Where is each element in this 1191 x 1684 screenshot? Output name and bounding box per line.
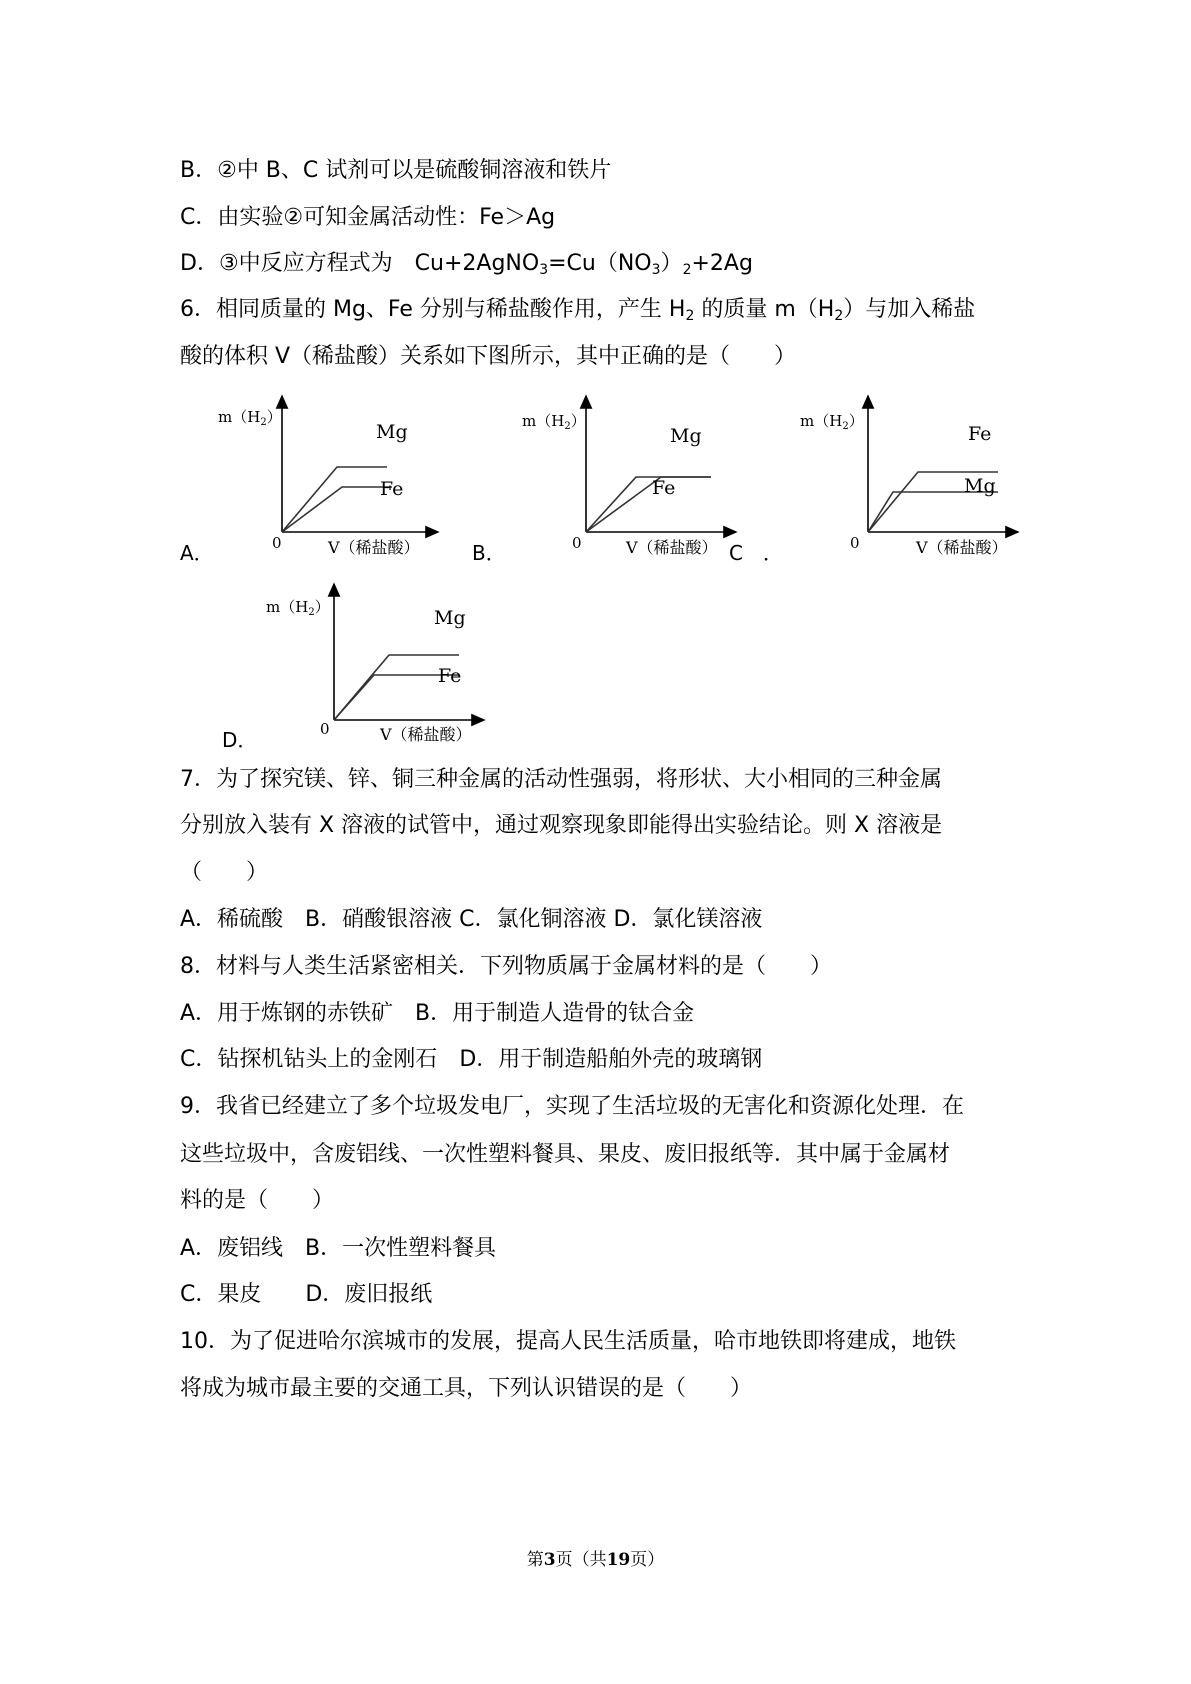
graph-option-d-label: D． — [222, 728, 258, 752]
question-10-line-1: 10．为了促进哈尔滨城市的发展，提高人民生活质量，哈市地铁即将建成，地铁 — [180, 1329, 956, 1354]
x-axis-label: V（稀盐酸） — [328, 538, 420, 557]
question-9-options-ab: A．废铝线 B．一次性塑料餐具 — [180, 1236, 497, 1261]
question-7-line-2: 分别放入装有 X 溶液的试管中，通过观察现象即能得出实验结论。则 X 溶液是 — [180, 813, 943, 838]
series-fe-label: Fe — [652, 477, 676, 499]
x-axis-label: V（稀盐酸） — [626, 538, 718, 557]
question-7-line-3: （ ） — [180, 860, 269, 885]
series-fe-line — [586, 477, 711, 532]
current-page-number: 3 — [543, 1550, 556, 1570]
page-footer: 第3页（共19页） — [526, 1550, 665, 1570]
question-7-options: A．稀硫酸 B．硝酸银溶液 C．氯化铜溶液 D．氯化镁溶液 — [180, 907, 763, 932]
y-axis-label: $m(H_2)$ — [266, 598, 330, 618]
question-6-line-1: 6．相同质量的 Mg、Fe 分别与稀盐酸作用，产生 $H_2$ 的质量 $m(H_2)$与加入稀盐 — [180, 297, 976, 324]
x-axis-label: V（稀盐酸） — [916, 538, 1008, 557]
question-9-options-cd: C．果皮 D．废旧报纸 — [180, 1282, 433, 1307]
origin-label: 0 — [572, 534, 582, 552]
origin-label: 0 — [272, 534, 282, 552]
question-8-options-ab: A．用于炼钢的赤铁矿 B．用于制造人造骨的钛合金 — [180, 1001, 695, 1026]
question-9-line-3: 料的是（ ） — [180, 1188, 335, 1213]
total-page-number: 19 — [606, 1550, 631, 1570]
series-fe-label: Fe — [968, 423, 992, 445]
series-mg-label: Mg — [434, 607, 466, 629]
option-b-line: B．②中 B、C 试剂可以是硫酸铜溶液和铁片 — [180, 158, 612, 183]
option-d-line: D．③中反应方程式为 $Cu+2AgNO_3=Cu(NO_3)_2+2Ag$ — [180, 251, 753, 278]
graph-b — [500, 388, 740, 558]
question-10-line-2: 将成为城市最主要的交通工具，下列认识错误的是（ ） — [180, 1376, 753, 1401]
series-mg-line — [282, 467, 387, 532]
question-9-line-2: 这些垃圾中，含废铝线、一次性塑料餐具、果皮、废旧报纸等．其中属于金属材 — [180, 1142, 951, 1167]
series-mg-label: Mg — [670, 425, 702, 447]
series-fe-label: Fe — [438, 665, 462, 687]
y-axis-label: $m(H_2)$ — [800, 412, 864, 432]
option-c-line: C．由实验②可知金属活动性：Fe＞Ag — [180, 205, 556, 230]
graph-a — [210, 388, 450, 558]
origin-label: 0 — [320, 720, 330, 738]
question-7-line-1: 7．为了探究镁、锌、铜三种金属的活动性强弱，将形状、大小相同的三种金属 — [180, 767, 942, 792]
question-8-line-1: 8．材料与人类生活紧密相关．下列物质属于金属材料的是（ ） — [180, 954, 832, 979]
series-mg-label: Mg — [376, 421, 408, 443]
graph-option-a-label: A． — [180, 541, 214, 565]
graph-d — [256, 576, 496, 746]
series-fe-line — [282, 487, 392, 532]
series-mg-line — [868, 492, 998, 532]
y-axis-label: $m(H_2)$ — [522, 412, 586, 432]
question-6-line-2: 酸的体积 V（稀盐酸）关系如下图所示，其中正确的是（ ） — [180, 344, 797, 369]
series-fe-label: Fe — [380, 478, 404, 500]
series-mg-label: Mg — [964, 475, 996, 497]
question-9-line-1: 9．我省已经建立了多个垃圾发电厂，实现了生活垃圾的无害化和资源化处理．在 — [180, 1094, 964, 1119]
origin-label: 0 — [850, 534, 860, 552]
y-axis-label: $m(H_2)$ — [218, 408, 282, 428]
x-axis-label: V（稀盐酸） — [380, 725, 472, 744]
graph-c — [790, 388, 1030, 558]
graph-option-b-label: B． — [472, 541, 506, 565]
graph-option-c-label: C ． — [729, 541, 783, 565]
question-8-options-cd: C．钻探机钻头上的金刚石 D．用于制造船舶外壳的玻璃钢 — [180, 1047, 763, 1072]
